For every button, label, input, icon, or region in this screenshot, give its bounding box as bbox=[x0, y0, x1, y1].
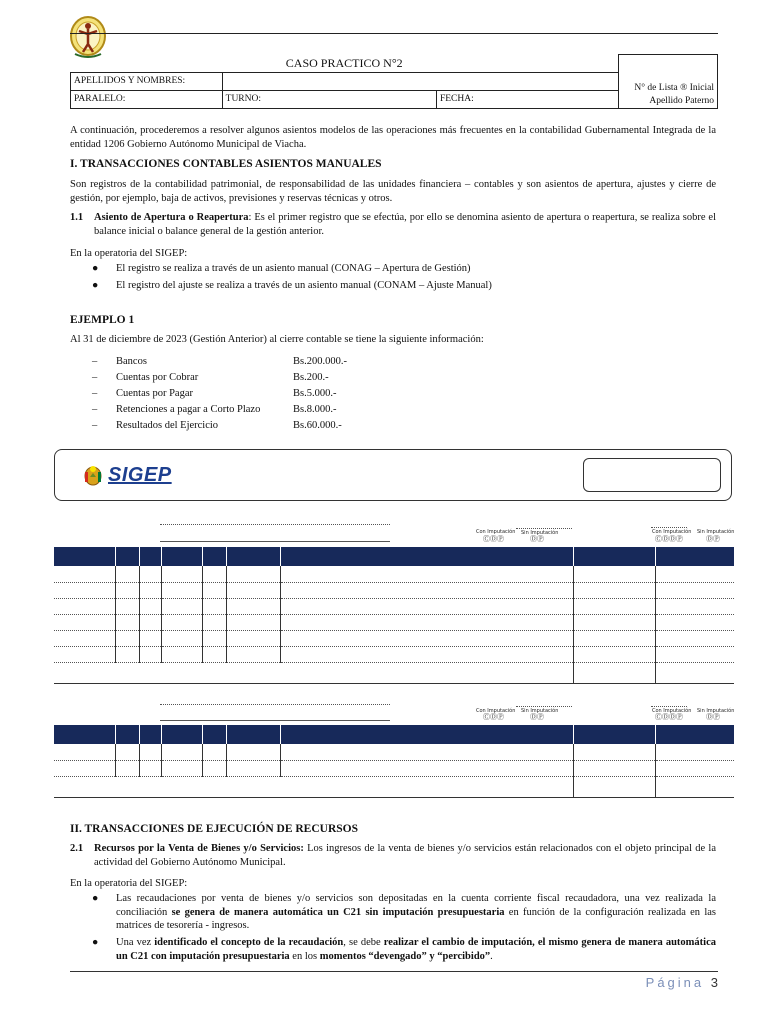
table-row[interactable] bbox=[54, 598, 734, 614]
sigep-wordmark: SIGEP bbox=[108, 464, 172, 486]
subsection-1-1 bbox=[70, 211, 716, 238]
sin-imputacion-label: Sin Imputación bbox=[521, 530, 559, 536]
apellidos-field[interactable] bbox=[222, 73, 618, 91]
form-line bbox=[651, 527, 687, 528]
form-line bbox=[160, 720, 390, 721]
moment-circles: ⒹⓅ bbox=[530, 535, 544, 543]
list-item: – Cuentas por Cobrar Bs.200.- bbox=[92, 372, 329, 384]
list-number-box[interactable]: N° de Lista ® Inicial Apellido Paterno bbox=[618, 55, 717, 109]
accounting-entry-table-2 bbox=[54, 725, 734, 798]
list-item: ● Las recaudaciones por venta de bienes y/o servicios son depositadas en la cuenta corriente fiscal recaudadora, una vez realizada la conciliación se genera de manera automática un C21 sin imputación presupuestaria en función de la configuración realizada en las matrices de tesorería - ingresos. bbox=[92, 893, 716, 932]
form-line bbox=[516, 528, 572, 529]
moment-circles: ⒸⒹⓅ bbox=[483, 713, 504, 721]
table-row[interactable] bbox=[54, 744, 734, 760]
subsection-title: Asiento de Apertura o Reapertura bbox=[94, 212, 249, 223]
list-item: – Cuentas por Pagar Bs.5.000.- bbox=[92, 388, 337, 400]
footer-rule bbox=[70, 971, 718, 972]
fecha-label: FECHA: bbox=[436, 91, 618, 109]
section-1-paragraph: Son registros de la contabilidad patrimonial, de responsabilidad de las unidades financiera – contables y son asientos de apertura, ajustes y cierre de gestión, por ejemplo, baja de activos, previsiones y reservas técnicas y otros. bbox=[70, 179, 716, 204]
sigep-header-box bbox=[54, 449, 732, 501]
example-1-intro: Al 31 de diciembre de 2023 (Gestión Anterior) al cierre contable se tiene la siguiente información: bbox=[70, 334, 484, 345]
sigep-intro-2: En la operatoria del SIGEP: bbox=[70, 878, 188, 889]
table-row[interactable] bbox=[54, 646, 734, 662]
subsection-text: : Es el primer registro que se efectúa, por ello se denomina asiento de apertura o reapertura, se realiza sobre el balance inicial o balance general de la gestión anterior. bbox=[94, 212, 716, 237]
section-1-heading: I. TRANSACCIONES CONTABLES ASIENTOS MANUALES bbox=[70, 158, 382, 170]
list-item: ● El registro se realiza a través de un asiento manual (CONAG – Apertura de Gestión) bbox=[92, 263, 471, 274]
example-1-title: EJEMPLO 1 bbox=[70, 314, 135, 326]
turno-label: TURNO: bbox=[222, 91, 436, 109]
con-imputacion-label: Con Imputación bbox=[652, 708, 692, 714]
form-line bbox=[160, 524, 390, 525]
moment-circles: ⒸⒹⓅ bbox=[483, 535, 504, 543]
subsection-text: Los ingresos de la venta de bienes y/o servicios están relacionados con el objeto principal de la actividad del Gobierno Autónomo Municipal. bbox=[94, 843, 716, 868]
table-header-row bbox=[54, 547, 734, 566]
list-item: – Resultados del Ejercicio Bs.60.000.- bbox=[92, 420, 342, 432]
table-row[interactable] bbox=[54, 760, 734, 776]
con-imputacion-label: Con Imputación bbox=[476, 708, 516, 714]
table-row[interactable] bbox=[54, 566, 734, 582]
subsection-number: 2.1 bbox=[70, 843, 84, 854]
sin-imputacion-label: Sin Imputación bbox=[697, 708, 735, 714]
accounting-entry-table-1 bbox=[54, 547, 734, 684]
list-item: ● Una vez identificado el concepto de la recaudación, se debe realizar el cambio de imputación, el mismo genera de manera automática un C21 con imputación presupuestaria en los momentos “devengado” y “percibido”. bbox=[92, 936, 716, 962]
moment-circles: ⒹⓅ bbox=[530, 713, 544, 721]
subsection-number: 1.1 bbox=[70, 212, 84, 223]
sigep-intro-1: En la operatoria del SIGEP: bbox=[70, 248, 188, 259]
apellidos-label: APELLIDOS Y NOMBRES: bbox=[71, 73, 223, 91]
subsection-title: Recursos por la Venta de Bienes y/o Servicios: bbox=[94, 843, 304, 854]
paralelo-label: PARALELO: bbox=[71, 91, 223, 109]
sin-imputacion-label: Sin Imputación bbox=[697, 529, 735, 535]
form-line bbox=[516, 706, 572, 707]
table-header-row bbox=[54, 725, 734, 744]
moment-circles: ⒸⒹⒹⓅ bbox=[655, 713, 683, 721]
con-imputacion-label: Con Imputación bbox=[476, 529, 516, 535]
sigep-number-box[interactable] bbox=[583, 458, 721, 492]
form-line bbox=[160, 541, 390, 542]
sin-imputacion-label: Sin Imputación bbox=[521, 708, 559, 714]
moment-circles: ⒸⒹⒹⓅ bbox=[655, 535, 683, 543]
subsection-2-1 bbox=[70, 842, 716, 869]
table-row[interactable] bbox=[54, 582, 734, 598]
section-2-heading: II. TRANSACCIONES DE EJECUCIÓN DE RECURSOS bbox=[70, 823, 358, 835]
example-1-items bbox=[92, 354, 452, 434]
moment-circles: ⒹⓅ bbox=[706, 535, 720, 543]
totals-row[interactable] bbox=[54, 776, 734, 797]
student-info-table bbox=[70, 54, 718, 109]
section-1-bullets bbox=[92, 262, 716, 295]
page-title: CASO PRACTICO N°2 bbox=[71, 55, 619, 73]
intro-paragraph: A continuación, procederemos a resolver algunos asientos modelos de las operaciones más frecuentes en la contabilidad Gubernamental Integrada de la entidad 1206 Gobierno Autónomo Municipal de Viacha. bbox=[70, 125, 716, 150]
header-rule bbox=[70, 33, 718, 34]
list-item: ● El registro del ajuste se realiza a través de un asiento manual (CONAM – Ajuste Manual) bbox=[92, 279, 492, 291]
table-row[interactable] bbox=[54, 630, 734, 646]
bolivia-shield-icon bbox=[81, 463, 105, 487]
page-number: Página 3 bbox=[645, 975, 718, 990]
list-item: – Bancos Bs.200.000.- bbox=[92, 356, 347, 368]
list-item: – Retenciones a pagar a Corto Plazo Bs.8.000.- bbox=[92, 404, 337, 416]
form-line bbox=[651, 706, 687, 707]
section-2-bullets bbox=[92, 892, 716, 966]
table-row[interactable] bbox=[54, 614, 734, 630]
con-imputacion-label: Con Imputación bbox=[652, 529, 692, 535]
totals-row[interactable] bbox=[54, 662, 734, 683]
moment-circles: ⒹⓅ bbox=[706, 713, 720, 721]
form-line bbox=[160, 704, 390, 705]
sigep-logo bbox=[81, 462, 172, 488]
